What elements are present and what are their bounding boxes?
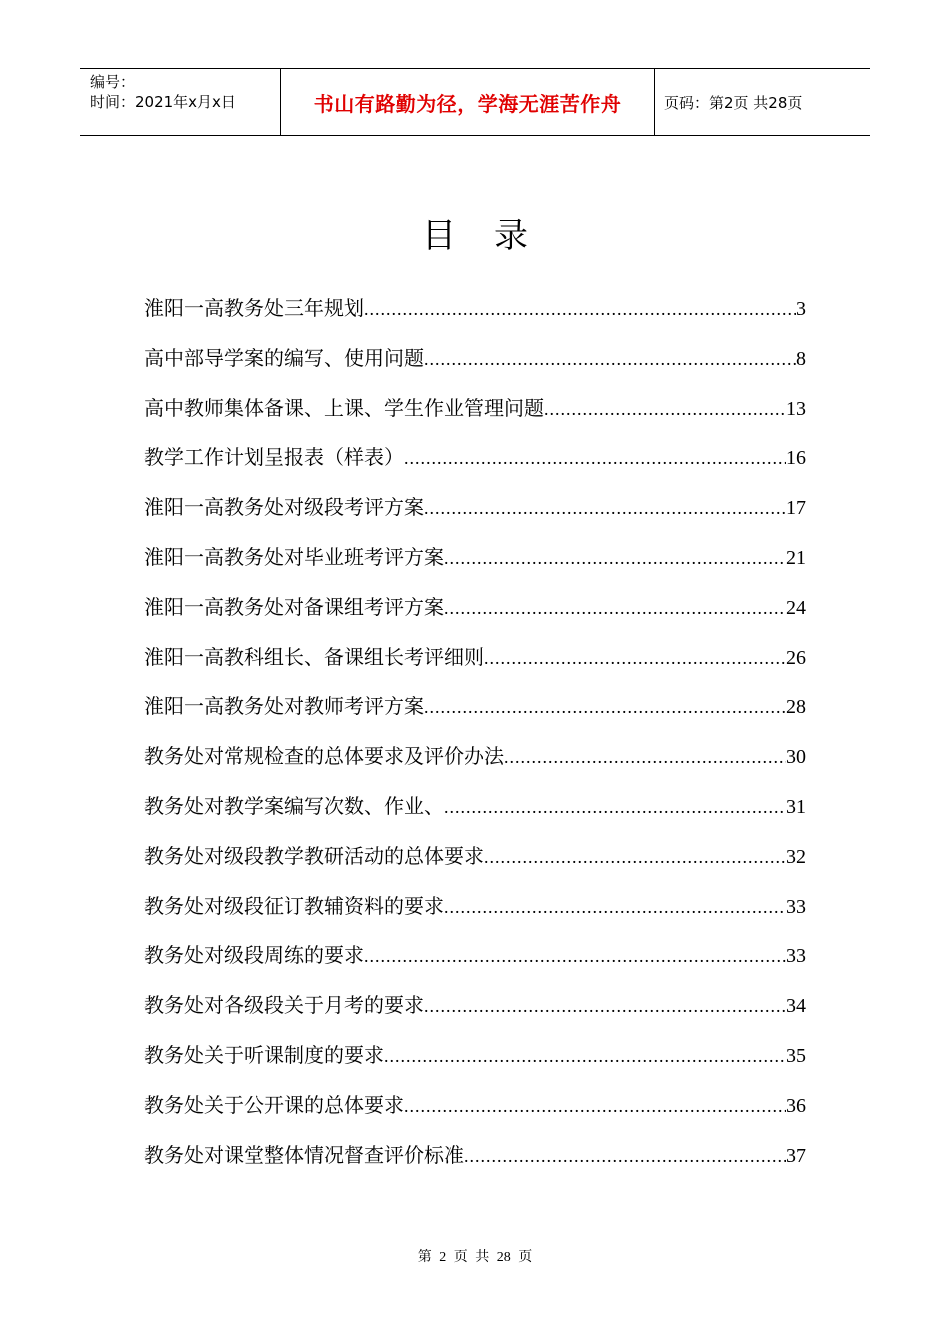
toc-item-page: 21 bbox=[786, 546, 806, 569]
toc-leader-dots bbox=[364, 291, 796, 327]
page-header bbox=[80, 68, 870, 136]
toc-item-page: 30 bbox=[786, 746, 806, 769]
toc-item-page: 37 bbox=[786, 1144, 806, 1167]
header-motto: 书山有路勤为径，学海无涯苦作舟 bbox=[281, 69, 655, 135]
toc-item-page: 28 bbox=[786, 696, 806, 719]
toc-item-title: 教务处关于听课制度的要求 bbox=[144, 1042, 384, 1067]
toc-item-page: 31 bbox=[786, 795, 806, 818]
toc-item-title: 淮阳一高教务处对备课组考评方案 bbox=[144, 594, 444, 619]
toc-item[interactable] bbox=[144, 1037, 806, 1087]
toc-item-page: 35 bbox=[786, 1044, 806, 1067]
toc-item-page: 24 bbox=[786, 596, 806, 619]
toc-item-page: 16 bbox=[786, 447, 806, 470]
toc-leader-dots bbox=[544, 391, 786, 427]
toc-leader-dots bbox=[384, 1038, 786, 1074]
toc-item[interactable] bbox=[144, 937, 806, 987]
toc-item-page: 26 bbox=[786, 646, 806, 669]
toc-item-page: 8 bbox=[796, 347, 806, 370]
toc-item-page: 33 bbox=[786, 895, 806, 918]
toc-item[interactable] bbox=[144, 340, 806, 390]
toc-item-page: 3 bbox=[796, 298, 806, 320]
toc-item-title: 淮阳一高教科组长、备课组长考评细则 bbox=[144, 644, 484, 669]
toc-item-title: 淮阳一高教务处对级段考评方案 bbox=[144, 495, 424, 520]
toc-leader-dots bbox=[444, 889, 786, 925]
header-meta bbox=[80, 69, 281, 135]
table-of-contents bbox=[144, 290, 806, 1186]
toc-item[interactable] bbox=[144, 390, 806, 440]
toc-item-title: 高中教师集体备课、上课、学生作业管理问题 bbox=[144, 395, 544, 420]
toc-leader-dots bbox=[424, 988, 786, 1024]
toc-leader-dots bbox=[444, 540, 786, 576]
toc-leader-dots bbox=[464, 1138, 786, 1174]
toc-item-title: 教务处对级段征订教辅资料的要求 bbox=[144, 893, 444, 918]
toc-item[interactable] bbox=[144, 788, 806, 838]
toc-item-title: 教务处对课堂整体情况督查评价标准 bbox=[144, 1142, 464, 1167]
toc-item-title: 高中部导学案的编写、使用问题 bbox=[144, 345, 424, 370]
toc-leader-dots bbox=[484, 640, 786, 676]
toc-leader-dots bbox=[484, 839, 786, 875]
toc-item-page: 33 bbox=[786, 945, 806, 968]
toc-item[interactable] bbox=[144, 639, 806, 689]
toc-item[interactable] bbox=[144, 439, 806, 489]
toc-item[interactable] bbox=[144, 489, 806, 539]
header-page-info: 页码：第2页 共28页 bbox=[664, 93, 803, 112]
toc-item-page: 32 bbox=[786, 845, 806, 868]
toc-item[interactable] bbox=[144, 888, 806, 938]
toc-item[interactable] bbox=[144, 1137, 806, 1187]
toc-leader-dots bbox=[404, 440, 786, 476]
toc-item-title: 教务处对级段周练的要求 bbox=[144, 943, 364, 968]
toc-item-title: 教务处对各级段关于月考的要求 bbox=[144, 993, 424, 1018]
toc-item-title: 淮阳一高教务处对毕业班考评方案 bbox=[144, 544, 444, 569]
toc-leader-dots bbox=[404, 1088, 786, 1124]
toc-item-title: 教务处对教学案编写次数、作业、 bbox=[144, 793, 444, 818]
toc-item-title: 淮阳一高教务处对教师考评方案 bbox=[144, 694, 424, 719]
toc-item[interactable] bbox=[144, 1087, 806, 1137]
toc-item[interactable] bbox=[144, 987, 806, 1037]
toc-item-title: 教学工作计划呈报表（样表） bbox=[144, 445, 404, 470]
toc-item-page: 13 bbox=[786, 397, 806, 420]
toc-item[interactable] bbox=[144, 738, 806, 788]
toc-leader-dots bbox=[424, 689, 786, 725]
toc-item-page: 17 bbox=[786, 497, 806, 520]
page-title: 目录 bbox=[422, 216, 566, 256]
time-label: 时间：2021年x月x日 bbox=[90, 93, 236, 111]
toc-item-page: 36 bbox=[786, 1094, 806, 1117]
toc-item-page: 34 bbox=[786, 995, 806, 1018]
number-label: 编号： bbox=[90, 73, 136, 91]
toc-item[interactable] bbox=[144, 838, 806, 888]
toc-item-title: 教务处对级段教学教研活动的总体要求 bbox=[144, 843, 484, 868]
toc-leader-dots bbox=[504, 739, 786, 775]
toc-item[interactable] bbox=[144, 539, 806, 589]
toc-item-title: 淮阳一高教务处三年规划 bbox=[144, 296, 364, 320]
toc-item[interactable] bbox=[144, 589, 806, 639]
toc-item[interactable] bbox=[144, 290, 806, 340]
toc-leader-dots bbox=[444, 590, 786, 626]
toc-leader-dots bbox=[444, 789, 786, 825]
toc-leader-dots bbox=[424, 341, 796, 377]
toc-item-title: 教务处关于公开课的总体要求 bbox=[144, 1092, 404, 1117]
toc-leader-dots bbox=[364, 938, 786, 974]
toc-item[interactable] bbox=[144, 688, 806, 738]
toc-leader-dots bbox=[424, 490, 786, 526]
toc-item-title: 教务处对常规检查的总体要求及评价办法 bbox=[144, 744, 504, 769]
page-footer: 第 2 页 共 28 页 bbox=[417, 1250, 533, 1265]
